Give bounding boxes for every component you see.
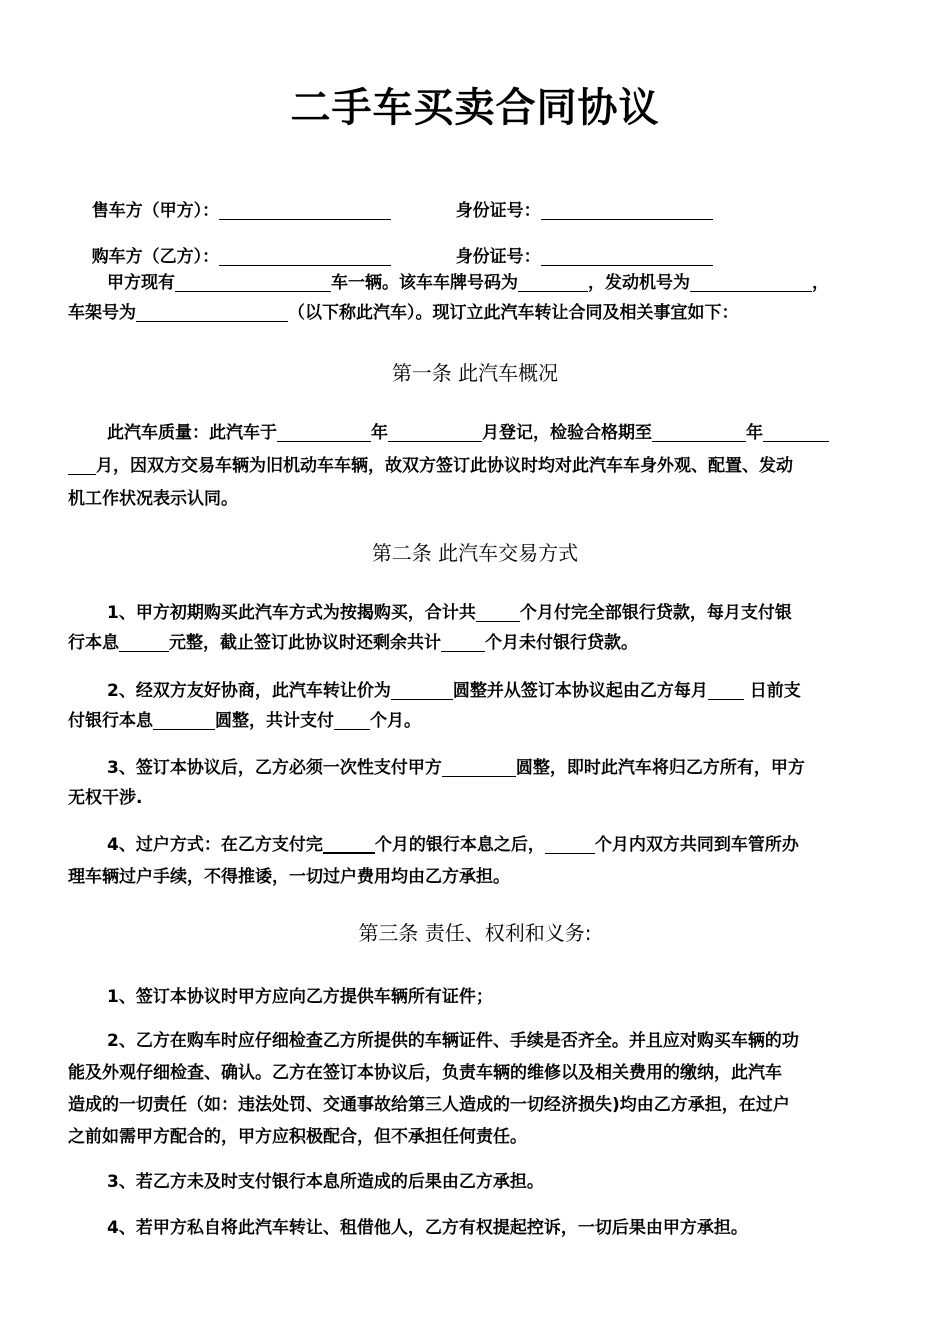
article-3-p1: 1、签订本协议时甲方应向乙方提供车辆所有证件； <box>107 987 493 1007</box>
intro-line-2 <box>68 298 739 323</box>
article-1-text: 月登记，检验合格期至 <box>482 423 652 443</box>
article-2-heading: 第二条 此汽车交易方式 <box>371 541 579 565</box>
article-2-text: 日前支 <box>743 681 801 701</box>
article-2-text: 行本息 <box>68 633 119 653</box>
article-2-p2-line-1 <box>107 676 801 701</box>
engine-number-blank[interactable] <box>690 273 812 292</box>
inspection-month-blank[interactable] <box>763 423 829 442</box>
inspection-month-blank-cont[interactable] <box>68 456 96 475</box>
buyer-label: 购车方（乙方）： <box>91 247 220 267</box>
article-2-text: 个月付完全部银行贷款，每月支付银 <box>519 603 792 623</box>
monthly-payment-blank[interactable] <box>119 633 169 652</box>
article-1-text: 此汽车质量：此汽车于 <box>107 423 277 443</box>
article-3-p2-line-3: 造成的一切责任（如：违法处罚、交通事故给第三人造成的一切经济损失)均由乙方承担，在过户 <box>68 1095 790 1115</box>
intro-text: 车架号为 <box>68 303 136 323</box>
intro-line-1 <box>107 268 829 293</box>
article-2-text: 个月。 <box>370 711 421 731</box>
intro-text: 甲方现有 <box>107 273 175 293</box>
article-2-text: 个月未付银行贷款。 <box>485 633 638 653</box>
remaining-months-blank[interactable] <box>441 633 485 652</box>
article-2-text: 圆整并从签订本协议起由乙方每月 <box>452 681 708 701</box>
document-title: 二手车买卖合同协议 <box>290 85 660 131</box>
seller-id-blank[interactable] <box>541 201 713 220</box>
article-2-text: 2、经双方友好协商，此汽车转让价为 <box>107 681 391 701</box>
installment-amount-blank[interactable] <box>153 711 215 730</box>
article-2-text: 3、签订本协议后，乙方必须一次性支付甲方 <box>107 758 442 778</box>
article-3-p4: 4、若甲方私自将此汽车转让、租借他人，乙方有权提起控诉，一切后果由甲方承担。 <box>107 1218 748 1238</box>
buyer-id-label: 身份证号： <box>455 247 541 267</box>
article-2-p3-line-2: 无权干涉. <box>68 788 143 808</box>
lump-sum-blank[interactable] <box>442 758 516 777</box>
plate-number-blank[interactable] <box>518 273 588 292</box>
intro-text: 车一辆。该车车牌号码为 <box>331 273 518 293</box>
article-2-p1-line-1 <box>107 598 792 623</box>
paid-months-blank[interactable] <box>323 834 375 854</box>
article-2-p3-line-1 <box>107 753 805 778</box>
article-1-text: 月，因双方交易车辆为旧机动车车辆，故双方签订此协议时均对此汽车车身外观、配置、发动 <box>96 456 793 476</box>
article-3-p2-line-4: 之前如需甲方配合的，甲方应积极配合，但不承担任何责任。 <box>68 1127 527 1147</box>
article-2-p4-line-1 <box>107 830 799 855</box>
article-1-text: 年 <box>371 423 388 443</box>
car-model-blank[interactable] <box>175 273 331 292</box>
article-2-text: 元整，截止签订此协议时还剩余共计 <box>169 633 441 653</box>
buyer-id-blank[interactable] <box>541 247 713 266</box>
article-3-p3: 3、若乙方未及时支付银行本息所造成的后果由乙方承担。 <box>107 1172 544 1192</box>
article-3-heading: 第三条 责任、权利和义务: <box>358 921 592 945</box>
article-3-p2-line-1: 2、乙方在购车时应仔细检查乙方所提供的车辆证件、手续是否齐全。并且应对购买车辆的功 <box>107 1031 799 1051</box>
seller-id-label: 身份证号： <box>455 201 541 221</box>
register-year-blank[interactable] <box>277 423 371 442</box>
article-2-text: 圆整，即时此汽车将归乙方所有，甲方 <box>515 758 805 778</box>
buyer-name-blank[interactable] <box>219 247 391 266</box>
article-2-p4-line-2: 理车辆过户手续，不得推诿，一切过户费用均由乙方承担。 <box>68 867 510 887</box>
article-2-text: 4、过户方式：在乙方支付完 <box>107 835 323 855</box>
article-3-p2-line-2: 能及外观仔细检查、确认。乙方在签订本协议后，负责车辆的维修以及相关费用的缴纳，此汽车 <box>68 1063 782 1083</box>
article-2-p1-line-2 <box>68 628 638 653</box>
article-2-text: 圆整，共计支付 <box>215 711 334 731</box>
article-2-text: 个月的银行本息之后， <box>374 835 545 855</box>
intro-text: ， <box>812 273 829 293</box>
transfer-price-blank[interactable] <box>391 681 453 700</box>
article-2-text: 个月内双方共同到车管所办 <box>594 835 799 855</box>
intro-text: ，发动机号为 <box>588 273 690 293</box>
article-2-p2-line-2 <box>68 706 421 731</box>
installment-months-blank[interactable] <box>334 711 370 730</box>
loan-months-blank[interactable] <box>476 603 520 622</box>
payment-day-blank[interactable] <box>708 681 744 700</box>
article-2-text: 1、甲方初期购买此汽车方式为按揭购买，合计共 <box>107 603 476 623</box>
intro-text: （以下称此汽车）。现订立此汽车转让合同及相关事宜如下： <box>288 303 739 323</box>
article-1-heading: 第一条 此汽车概况 <box>391 361 559 385</box>
transfer-within-months-blank[interactable] <box>545 835 595 854</box>
seller-label: 售车方（甲方）： <box>91 201 220 221</box>
article-1-line-3: 机工作状况表示认同。 <box>68 489 238 509</box>
article-2-text: 付银行本息 <box>68 711 153 731</box>
inspection-year-blank[interactable] <box>652 423 746 442</box>
article-1-line-1 <box>107 418 829 443</box>
register-month-blank[interactable] <box>388 423 482 442</box>
article-1-line-2 <box>68 451 793 476</box>
vin-blank[interactable] <box>136 303 288 322</box>
article-1-text: 年 <box>746 423 763 443</box>
seller-name-blank[interactable] <box>219 201 391 220</box>
